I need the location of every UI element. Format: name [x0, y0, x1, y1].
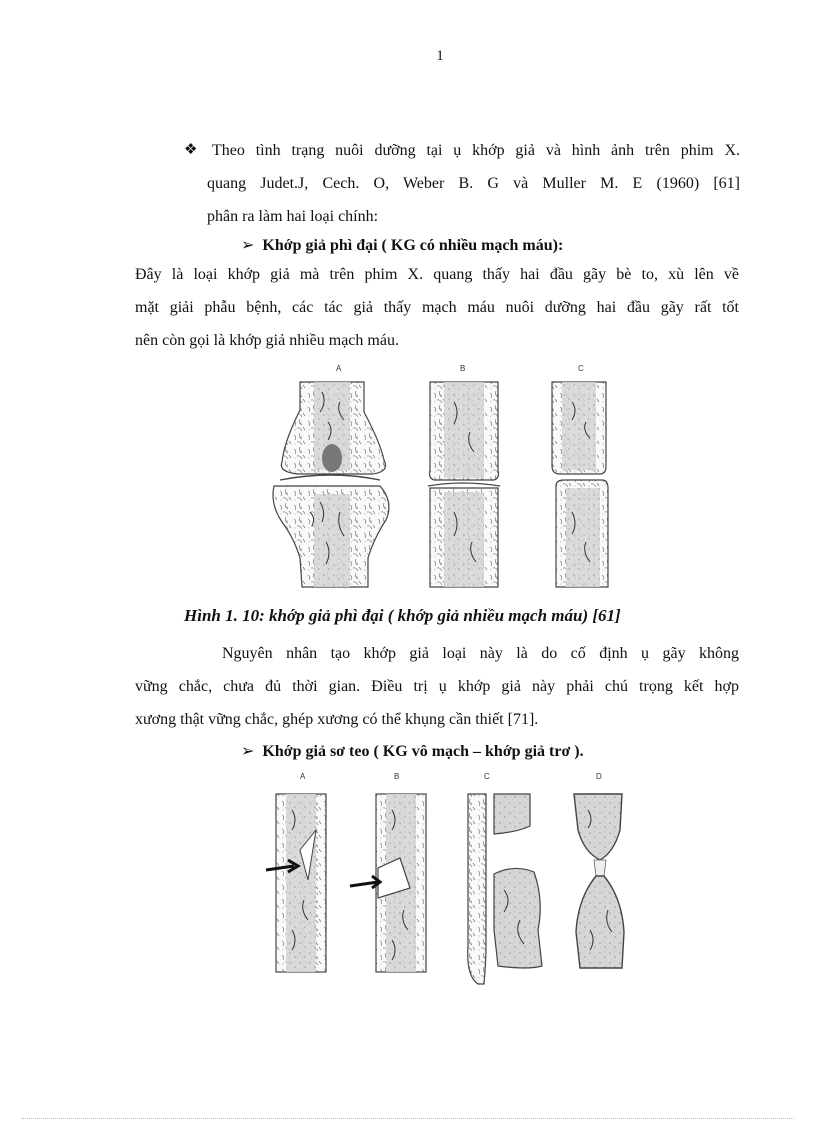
paragraph-line: Nguyên nhân tạo khớp giả loại này là do cố định ụ gãy không	[222, 645, 739, 662]
figure-atrophic-nonunion	[238, 770, 654, 990]
figure-1-caption: Hình 1. 10: khớp giả phì đại ( khớp giả nhiều mạch máu) [61]	[184, 606, 621, 625]
bone-d-illustration	[574, 794, 624, 968]
hypertrophic-description	[135, 258, 739, 357]
bone-a-illustration	[273, 382, 389, 587]
paragraph-line: vững chắc, chưa đủ thời gian. Điều trị ụ khớp giả này phải chú trọng kết hợp	[135, 678, 739, 695]
intro-line-2: quang Judet.J, Cech. O, Weber B. G và Muller M. E (1960) [61]	[207, 175, 740, 192]
bone-c-illustration	[552, 382, 608, 587]
section-heading-atrophic	[241, 741, 584, 761]
section-heading-text: Khớp giả sơ teo ( KG vô mạch – khớp giả trơ ).	[262, 743, 584, 760]
figure-label-c: C	[578, 364, 584, 373]
figure-label-a: A	[336, 364, 342, 373]
figure-label-c: C	[484, 772, 490, 781]
section-heading-hypertrophic	[241, 235, 563, 255]
figure-label-b: B	[394, 772, 400, 781]
bone-a-illustration	[266, 794, 326, 972]
bone-c-illustration	[468, 794, 542, 984]
figure-label-d: D	[596, 772, 602, 781]
paragraph-line: Đây là loại khớp giả mà trên phim X. quang thấy hai đầu gãy bè to, xù lên về	[135, 266, 739, 283]
diamond-bullet-icon: ❖	[184, 142, 198, 158]
paragraph-line: xương thật vững chắc, ghép xương có thể khụng cần thiết [71].	[135, 711, 539, 728]
figure-label-b: B	[460, 364, 466, 373]
paragraph-line: nên còn gọi là khớp giả nhiều mạch máu.	[135, 332, 399, 349]
figure-hypertrophic-nonunion	[222, 362, 672, 594]
page-number: 1	[436, 48, 444, 64]
bone-b-illustration	[428, 382, 500, 587]
figure-label-a: A	[300, 772, 306, 781]
intro-line-1: Theo tình trạng nuôi dưỡng tại ụ khớp giả và hình ảnh trên phim X.	[212, 142, 740, 159]
bone-b-illustration	[350, 794, 426, 972]
page-bottom-divider	[22, 1118, 794, 1119]
section-heading-text: Khớp giả phì đại ( KG có nhiều mạch máu):	[262, 237, 564, 254]
arrow-bullet-icon: ➢	[241, 743, 255, 760]
cause-paragraph	[135, 637, 739, 736]
arrow-bullet-icon: ➢	[241, 237, 255, 254]
paragraph-line: mặt giải phẫu bệnh, các tác giả thấy mạch máu nuôi dưỡng hai đầu gãy rất tốt	[135, 299, 739, 316]
intro-bullet-item	[184, 134, 740, 233]
intro-line-3: phân ra làm hai loại chính:	[207, 208, 379, 225]
